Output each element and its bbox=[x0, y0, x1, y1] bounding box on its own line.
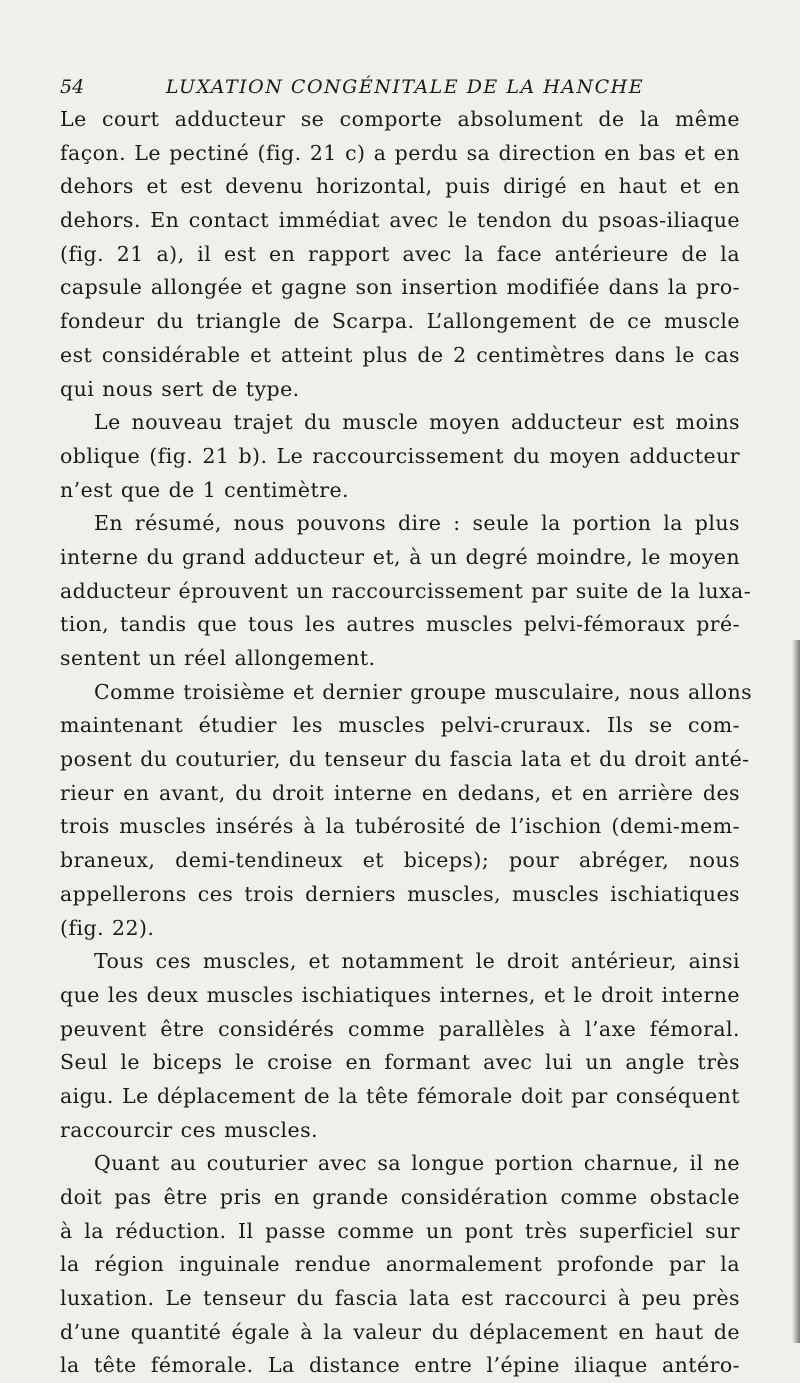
text-line: braneux, demi-tendineux et biceps); pour abréger, nous bbox=[60, 848, 740, 873]
text-line: Tous ces muscles, et notamment le droit antérieur, ainsi bbox=[94, 949, 740, 974]
text-line: sentent un réel allongement. bbox=[60, 646, 376, 670]
page-edge-shadow bbox=[792, 640, 800, 1343]
text-line: dehors et est devenu horizontal, puis dirigé en haut et en bbox=[60, 174, 740, 199]
text-line: rieur en avant, du droit interne en dedans, et en arrière des bbox=[60, 780, 740, 805]
text-line: la tête fémorale. La distance entre l’épine iliaque antéro- bbox=[60, 1353, 740, 1378]
text-line: la région inguinale rendue anormalement profonde par la bbox=[60, 1252, 740, 1277]
text-line: capsule allongée et gagne son insertion modifiée dans la pro- bbox=[60, 275, 740, 300]
text-line: trois muscles insérés à la tubérosité de l’ischion (demi-mem- bbox=[60, 814, 740, 839]
text-line: peuvent être considérés comme parallèles à l’axe fémoral. bbox=[60, 1016, 740, 1041]
text-line: tion, tandis que tous les autres muscles pelvi-fémoraux pré- bbox=[60, 612, 740, 637]
text-line: raccourcir ces muscles. bbox=[60, 1117, 319, 1142]
text-line: En résumé, nous pouvons dire : seule la portion la plus bbox=[94, 511, 740, 536]
text-line: est considérable et atteint plus de 2 centimètres dans le cas bbox=[60, 342, 740, 367]
page-header bbox=[60, 76, 750, 106]
text-line: aigu. Le déplacement de la tête fémorale doit par conséquent bbox=[60, 1083, 740, 1108]
text-line: luxation. Le tenseur du fascia lata est raccourci à peu près bbox=[60, 1286, 740, 1311]
body-text bbox=[60, 103, 753, 1383]
text-line: doit pas être pris en grande considération comme obstacle bbox=[60, 1185, 740, 1209]
text-line: Seul le biceps le croise en formant avec lui un angle très bbox=[60, 1050, 740, 1075]
text-line: Le court adducteur se comporte absolument de la même bbox=[60, 107, 740, 131]
text-line: d’une quantité égale à la valeur du déplacement en haut de bbox=[60, 1319, 740, 1344]
text-line: fondeur du triangle de Scarpa. L’allongement de ce muscle bbox=[60, 309, 740, 334]
text-line: (fig. 22). bbox=[60, 915, 155, 940]
text-line: Quant au couturier avec sa longue portion charnue, il ne bbox=[94, 1151, 740, 1176]
text-line: n’est que de 1 centimètre. bbox=[60, 477, 349, 502]
text-line: dehors. En contact immédiat avec le tendon du psoas-iliaque bbox=[60, 208, 740, 233]
text-line: qui nous sert de type. bbox=[60, 376, 300, 401]
text-line: maintenant étudier les muscles pelvi-cruraux. Ils se com- bbox=[60, 713, 740, 738]
page-number: 54 bbox=[60, 76, 85, 98]
running-title: LUXATION CONGÉNITALE DE LA HANCHE bbox=[165, 76, 645, 98]
text-line: appellerons ces trois derniers muscles, muscles ischiatiques bbox=[60, 881, 740, 906]
text-line: interne du grand adducteur et, à un degré moindre, le moyen bbox=[60, 544, 740, 569]
text-line: façon. Le pectiné (fig. 21 c) a perdu sa direction en bas et en bbox=[60, 140, 740, 165]
text-line: (fig. 21 a), il est en rapport avec la face antérieure de la bbox=[60, 241, 740, 266]
text-line: Le nouveau trajet du muscle moyen adducteur est moins bbox=[94, 410, 740, 435]
text-line: que les deux muscles ischiatiques internes, et le droit interne bbox=[60, 982, 740, 1007]
text-line: posent du couturier, du tenseur du fascia lata et du droit anté- bbox=[60, 747, 750, 772]
text-line: à la réduction. Il passe comme un pont très superficiel sur bbox=[60, 1218, 740, 1243]
text-line: Comme troisième et dernier groupe musculaire, nous allons bbox=[94, 679, 753, 704]
text-line: oblique (fig. 21 b). Le raccourcissement du moyen adducteur bbox=[60, 443, 740, 468]
text-line: adducteur éprouvent un raccourcissement par suite de la luxa- bbox=[60, 578, 752, 603]
